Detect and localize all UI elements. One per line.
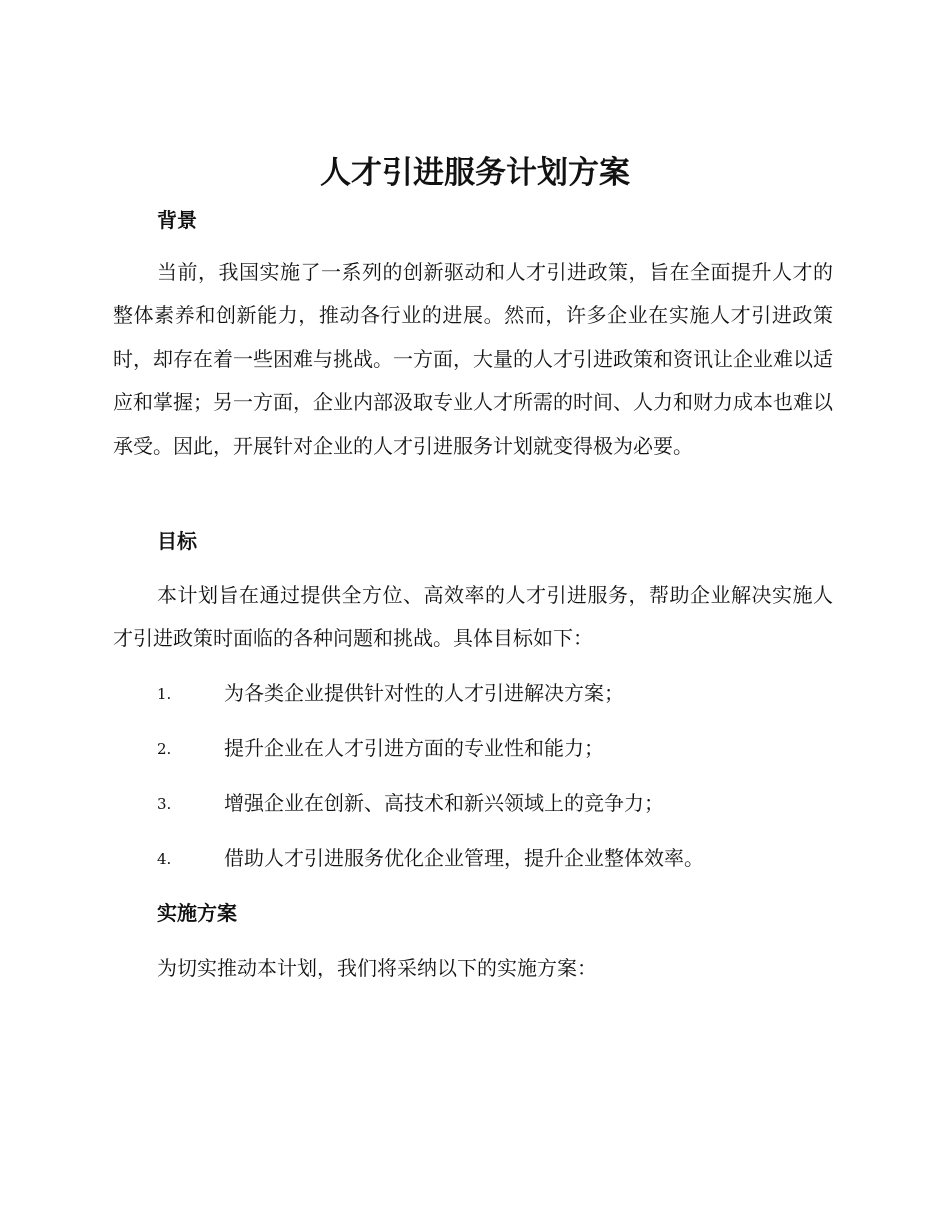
list-text: 提升企业在人才引进方面的专业性和能力；: [224, 736, 604, 760]
section-heading-background: 背景: [157, 208, 197, 232]
list-text: 借助人才引进服务优化企业管理，提升企业整体效率。: [224, 846, 704, 870]
section-heading-goals: 目标: [157, 529, 197, 553]
goal-list-item: [157, 843, 837, 873]
goal-list-item: [157, 733, 837, 763]
list-number: 4.: [157, 850, 172, 868]
list-text: 为各类企业提供针对性的人才引进解决方案；: [224, 681, 624, 705]
document-title: 人才引进服务计划方案: [320, 155, 630, 191]
list-number: 1.: [157, 685, 172, 703]
list-number: 3.: [157, 795, 172, 813]
background-paragraph: 当前，我国实施了一系列的创新驱动和人才引进政策，旨在全面提升人才的整体素养和创新能力，推动各行业的进展。然而，许多企业在实施人才引进政策时，却存在着一些困难与挑战。一方面，大量的人才引进政策和资讯让企业难以适应和掌握；另一方面，企业内部汲取专业人才所需的时间、人力和财力成本也难以承受。因此，开展针对企业的人才引进服务计划就变得极为必要。: [113, 260, 833, 458]
goals-paragraph: 本计划旨在通过提供全方位、高效率的人才引进服务，帮助企业解决实施人才引进政策时面临的各种问题和挑战。具体目标如下：: [113, 583, 833, 651]
goal-list-item: [157, 678, 837, 708]
section-heading-implementation: 实施方案: [157, 901, 237, 925]
goal-list-item: [157, 788, 837, 818]
implementation-paragraph: 为切实推动本计划，我们将采纳以下的实施方案：: [157, 956, 597, 980]
list-number: 2.: [157, 740, 172, 758]
list-text: 增强企业在创新、高技术和新兴领域上的竞争力；: [224, 791, 664, 815]
